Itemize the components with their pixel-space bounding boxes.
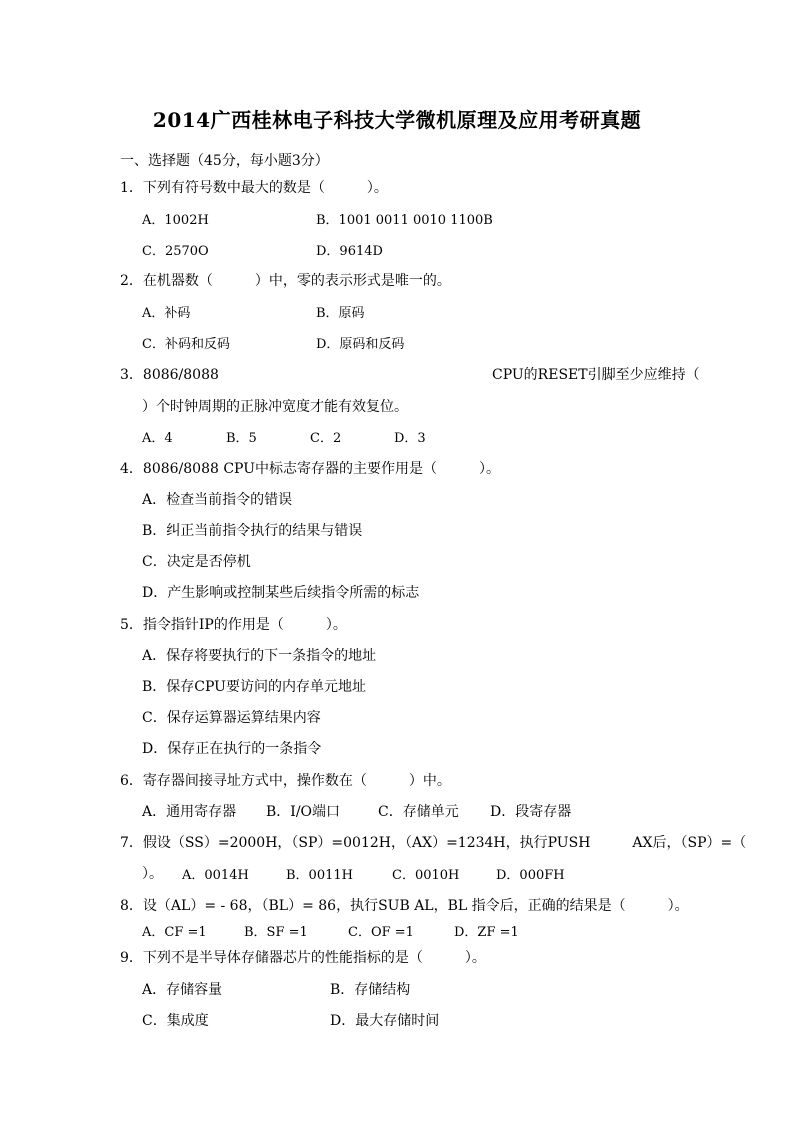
question-6: 6．寄存器间接寻址方式中，操作数在（ ）中。 [120, 773, 451, 789]
q8-option-a: A．CF =1 [142, 925, 207, 940]
q2-option-b: B．原码 [316, 306, 365, 321]
q8-option-c: C．OF =1 [348, 925, 414, 940]
q3-option-c: C．2 [310, 431, 342, 446]
q4-option-b: B．纠正当前指令执行的结果与错误 [142, 523, 363, 539]
question-2: 2．在机器数（ ）中，零的表示形式是唯一的。 [120, 273, 451, 289]
q5-option-b: B．保存CPU要访问的内存单元地址 [142, 679, 366, 695]
q4-option-c: C．决定是否停机 [142, 554, 251, 570]
question-9: 9．下列不是半导体存储器芯片的性能指标的是（ ）。 [120, 950, 486, 966]
question-8: 8．设（AL）= - 68，（BL）= 86，执行SUB AL，BL 指令后，正确的结果是（ ）。 [120, 898, 689, 914]
q9-option-b: B．存储结构 [330, 982, 411, 998]
q8-option-d: D．ZF =1 [454, 925, 519, 940]
question-4: 4．8086/8088 CPU中标志寄存器的主要作用是（ ）。 [120, 461, 501, 477]
q2-option-c: C．补码和反码 [142, 337, 230, 352]
q1-option-a: A．1002H [142, 213, 209, 228]
q4-option-d: D．产生影响或控制某些后续指令所需的标志 [142, 585, 420, 601]
q1-option-b: B．1001 0011 0010 1100B [316, 213, 493, 228]
question-3-start: 3．8086/8088 [120, 367, 219, 383]
question-3-end: CPU的RESET引脚至少应维持（ [492, 367, 700, 383]
q9-option-d: D．最大存储时间 [330, 1013, 440, 1029]
q8-option-b: B．SF =1 [244, 925, 308, 940]
q7-option-b: B．0011H [286, 868, 353, 883]
q2-option-d: D．原码和反码 [316, 337, 405, 352]
q3-option-d: D．3 [394, 431, 426, 446]
section-heading: 一、选择题（45分，每小题3分） [120, 153, 329, 169]
q7-option-c: C．0010H [392, 868, 460, 883]
q5-option-d: D．保存正在执行的一条指令 [142, 741, 322, 757]
q3-option-b: B．5 [226, 431, 257, 446]
q4-option-a: A．检查当前指令的错误 [142, 492, 293, 508]
question-5: 5．指令指针IP的作用是（ ）。 [120, 617, 347, 633]
q5-option-a: A．保存将要执行的下一条指令的地址 [142, 648, 377, 664]
question-7: 7．假设（SS）=2000H，（SP）=0012H，（AX）=1234H，执行PUSH AX后，（SP）=（ [120, 835, 747, 851]
q6-option-d: D．段寄存器 [490, 804, 572, 820]
q1-option-c: C．2570O [142, 244, 209, 259]
q6-option-a: A．通用寄存器 [142, 804, 237, 820]
q3-option-a: A．4 [142, 431, 173, 446]
q5-option-c: C．保存运算器运算结果内容 [142, 710, 321, 726]
q6-option-c: C．存储单元 [378, 804, 459, 820]
q7-option-d: D．000FH [496, 868, 565, 883]
q9-option-c: C．集成度 [142, 1013, 209, 1029]
page-title: 2014广西桂林电子科技大学微机原理及应用考研真题 [152, 108, 642, 132]
q7-option-a: A．0014H [182, 868, 249, 883]
question-1: 1．下列有符号数中最大的数是（ ）。 [120, 180, 388, 196]
question-7-continued: ）。 [142, 866, 163, 882]
q6-option-b: B．I/O端口 [266, 804, 341, 820]
q1-option-d: D．9614D [316, 244, 383, 259]
q9-option-a: A．存储容量 [142, 982, 223, 998]
question-3-continued: ）个时钟周期的正脉冲宽度才能有效复位。 [142, 399, 408, 415]
q2-option-a: A．补码 [142, 306, 191, 321]
